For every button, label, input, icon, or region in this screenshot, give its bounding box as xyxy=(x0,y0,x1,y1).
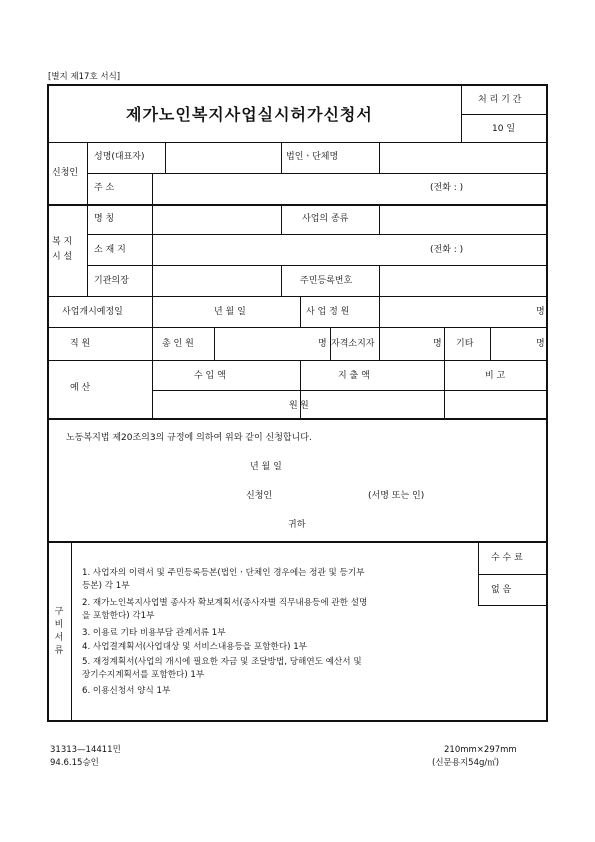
income-label: 수 입 액 xyxy=(194,371,226,381)
applicant-group-label: 신청인 xyxy=(52,168,79,178)
page-title: 제가노인복지사업실시허가신청서 xyxy=(126,105,373,124)
approval-date: 94.6.15승인 xyxy=(50,758,99,768)
list-item: 6. 이용신청서 양식 1부 xyxy=(82,686,171,696)
start-date-label: 사업개시예정일 xyxy=(62,307,123,317)
start-date-text: 년 월 일 xyxy=(214,307,246,317)
list-item: 5. 재정계획서(사업의 개시에 필요한 자금 및 조달방법, 당해연도 예산서 및 xyxy=(82,657,362,667)
list-item: 4. 사업결계획서(사업대상 및 서비스내용등을 포함한다) 1부 xyxy=(82,642,307,652)
director-label: 기관의장 xyxy=(94,276,129,286)
facility-group-label-2: 시 설 xyxy=(52,252,73,262)
declaration-statement: 노동복지법 제20조의3의 규정에 의하여 위와 같이 신청합니다. xyxy=(66,433,312,443)
staff-label: 직 원 xyxy=(70,339,91,349)
list-item: 등본) 각 1부 xyxy=(82,581,130,591)
applicant-phone: (전화 : ) xyxy=(430,183,464,193)
form-code: 31313—14411민 xyxy=(50,745,121,755)
signature-text: (서명 또는 인) xyxy=(368,491,425,501)
processing-period-value: 10 일 xyxy=(492,124,516,134)
list-item: 3. 이용료 기타 비용부담 관계서류 1부 xyxy=(82,628,226,638)
required-documents-label: 구비서류 xyxy=(54,607,64,656)
resident-number-label: 주민등록번호 xyxy=(300,276,353,286)
business-type-label: 사업의 종류 xyxy=(302,214,349,224)
income-unit: 원 xyxy=(289,401,298,411)
applicant-name-label: 성명(대표자) xyxy=(94,152,145,162)
budget-label: 예 산 xyxy=(70,383,91,393)
expense-unit: 원 xyxy=(300,401,309,411)
applicant-address-label: 주 소 xyxy=(94,183,115,193)
list-item: 을 포함한다) 각1부 xyxy=(82,611,155,621)
facility-name-label: 명 칭 xyxy=(94,214,115,224)
paper-size: 210mm×297mm xyxy=(444,745,517,755)
processing-period-label: 처 리 기 간 xyxy=(478,95,522,105)
list-item: 1. 사업자의 이력서 및 주민등록등본(법인ㆍ단체인 경우에는 정관 및 등기부 xyxy=(82,568,365,578)
staff-total-label: 총 인 원 xyxy=(162,339,194,349)
paper-type: (신문용지54g/㎡) xyxy=(432,758,500,768)
facility-phone: (전화 : ) xyxy=(430,245,464,255)
other-staff-label: 기타 xyxy=(456,339,474,349)
fee-label: 수 수 료 xyxy=(491,553,523,563)
facility-location-label: 소 재 지 xyxy=(94,245,126,255)
budget-note-label: 비 고 xyxy=(485,371,506,381)
expense-label: 지 출 액 xyxy=(338,371,370,381)
capacity-unit: 명 xyxy=(536,307,545,317)
qualified-staff-unit: 명 xyxy=(433,339,442,349)
other-staff-unit: 명 xyxy=(536,339,545,349)
facility-group-label-1: 복 지 xyxy=(52,237,73,247)
staff-total-unit: 명 xyxy=(318,339,327,349)
declaration-date: 년 월 일 xyxy=(250,462,282,472)
fee-value: 없 음 xyxy=(491,585,512,595)
corporation-name-label: 법인ㆍ단체명 xyxy=(286,152,339,162)
declaration-applicant-label: 신청인 xyxy=(246,491,273,501)
qualified-staff-label: 자격소지자 xyxy=(331,339,375,349)
capacity-label: 사 업 정 원 xyxy=(306,307,350,317)
list-item: 2. 재가노인복지사업별 종사자 확보계획서(종사자별 직무내용등에 관한 설명 xyxy=(82,598,368,608)
addressee: 귀하 xyxy=(288,520,306,530)
form-reference: [별지 제17호 서식] xyxy=(48,72,121,82)
list-item: 장기수지계획서를 포함한다) 1부 xyxy=(82,670,205,680)
